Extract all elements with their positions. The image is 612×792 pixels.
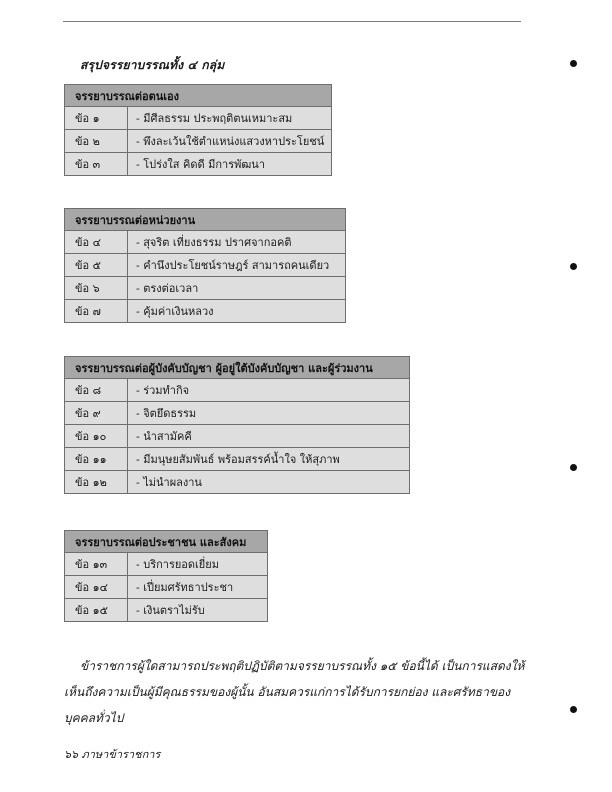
table-row xyxy=(65,107,332,130)
item-number: ข้อ ๑๔ xyxy=(65,576,128,599)
item-number: ข้อ ๓ xyxy=(65,153,128,176)
item-text: - ร่วมทำกิจ xyxy=(128,379,410,402)
table-row xyxy=(65,130,332,153)
table-row xyxy=(65,254,346,277)
group-table-agency xyxy=(64,208,346,323)
item-text: - เปี่ยมศรัทธาประชา xyxy=(128,576,268,599)
item-number: ข้อ ๑๑ xyxy=(65,448,128,471)
table-row xyxy=(65,277,346,300)
table-row xyxy=(65,576,268,599)
paragraph-line: บุคคลทั่วไป xyxy=(64,711,124,725)
item-text: - เงินตราไม่รับ xyxy=(128,599,268,622)
group-header-row xyxy=(65,85,332,107)
group-header-row xyxy=(65,209,346,231)
item-text: - มีมนุษยสัมพันธ์ พร้อมสรรค์น้ำใจ ให้สุภาพ xyxy=(128,448,410,471)
group-title: จรรยาบรรณต่อผู้บังคับบัญชา ผู้อยู่ใต้บังคับบัญชา และผู้ร่วมงาน xyxy=(65,357,410,379)
group-header-row xyxy=(65,357,410,379)
group-title: จรรยาบรรณต่อหน่วยงาน xyxy=(65,209,346,231)
item-number: ข้อ ๕ xyxy=(65,254,128,277)
item-text: - ไม่นำผลงาน xyxy=(128,471,410,494)
item-text: - คำนึงประโยชน์ราษฎร์ สามารถคนเดียว xyxy=(128,254,346,277)
item-text: - ตรงต่อเวลา xyxy=(128,277,346,300)
binder-hole-3 xyxy=(570,464,577,471)
group-title: จรรยาบรรณต่อตนเอง xyxy=(65,85,332,107)
item-text: - นำสามัคคี xyxy=(128,425,410,448)
group-table-self xyxy=(64,84,332,176)
item-text: - มีศีลธรรม ประพฤติตนเหมาะสม xyxy=(128,107,332,130)
table-row xyxy=(65,553,268,576)
item-number: ข้อ ๙ xyxy=(65,402,128,425)
item-number: ข้อ ๑๐ xyxy=(65,425,128,448)
group-title: จรรยาบรรณต่อประชาชน และสังคม xyxy=(65,531,268,553)
item-text: - จิตยึดธรรม xyxy=(128,402,410,425)
item-number: ข้อ ๖ xyxy=(65,277,128,300)
table-row xyxy=(65,153,332,176)
table-row xyxy=(65,231,346,254)
item-number: ข้อ ๑๒ xyxy=(65,471,128,494)
item-number: ข้อ ๔ xyxy=(65,231,128,254)
item-number: ข้อ ๗ xyxy=(65,300,128,323)
page-footer: ๖๖ ภาษาข้าราชการ xyxy=(64,748,161,761)
table-row xyxy=(65,379,410,402)
item-text: - สุจริต เที่ยงธรรม ปราศจากอคติ xyxy=(128,231,346,254)
item-text: - บริการยอดเยี่ยม xyxy=(128,553,268,576)
group-header-row xyxy=(65,531,268,553)
item-number: ข้อ ๑ xyxy=(65,107,128,130)
table-row xyxy=(65,599,268,622)
item-text: - คุ้มค่าเงินหลวง xyxy=(128,300,346,323)
page-heading: สรุปจรรยาบรรณทั้ง ๔ กลุ่ม xyxy=(80,58,225,72)
group-table-public xyxy=(64,530,268,622)
binder-hole-1 xyxy=(570,60,577,67)
item-number: ข้อ ๘ xyxy=(65,379,128,402)
item-text: - พึงละเว้นใช้ตำแหน่งแสวงหาประโยชน์ xyxy=(128,130,332,153)
item-number: ข้อ ๑๕ xyxy=(65,599,128,622)
table-row xyxy=(65,402,410,425)
table-row xyxy=(65,300,346,323)
binder-hole-4 xyxy=(570,706,577,713)
paragraph-line: เห็นถึงความเป็นผู้มีคุณธรรมของผู้นั้น อันสมควรแก่การได้รับการยกย่อง และศรัทธาของ xyxy=(64,685,511,699)
paragraph-line: ข้าราชการผู้ใดสามารถประพฤติปฏิบัติตามจรรยาบรรณทั้ง ๑๕ ข้อนี้ได้ เป็นการแสดงให้ xyxy=(80,659,525,673)
group-table-colleagues xyxy=(64,356,410,494)
closing-paragraph xyxy=(64,653,524,731)
top-rule xyxy=(63,21,521,22)
item-number: ข้อ ๑๓ xyxy=(65,553,128,576)
binder-hole-2 xyxy=(570,263,577,270)
table-row xyxy=(65,425,410,448)
item-text: - โปร่งใส คิดดี มีการพัฒนา xyxy=(128,153,332,176)
table-row xyxy=(65,471,410,494)
item-number: ข้อ ๒ xyxy=(65,130,128,153)
table-row xyxy=(65,448,410,471)
